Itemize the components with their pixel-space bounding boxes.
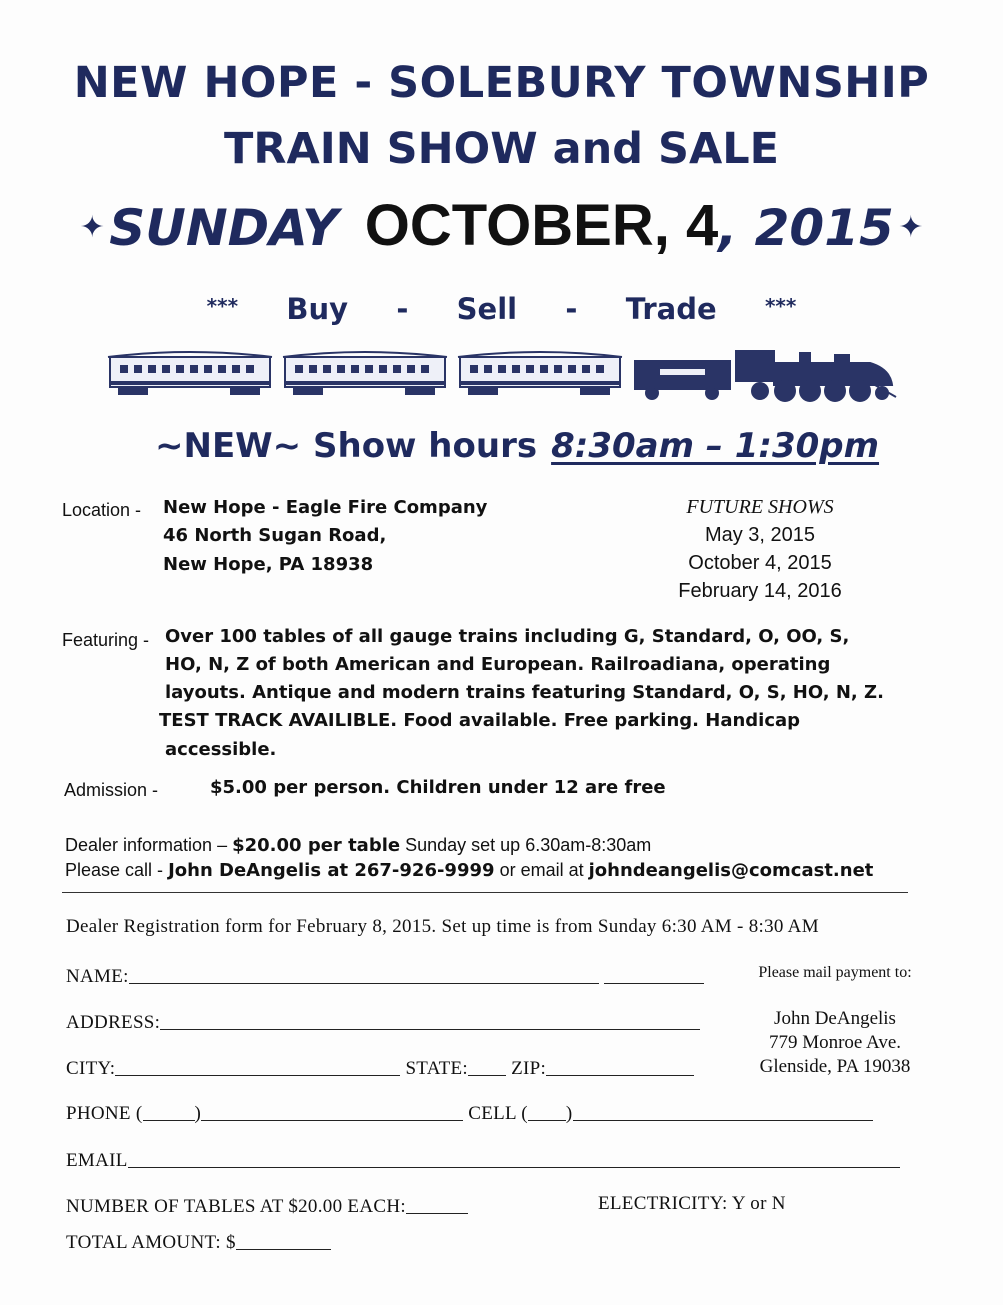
- dealer-call-name: John DeAngelis at 267-926-9999: [168, 860, 495, 881]
- name-field[interactable]: [129, 965, 599, 984]
- future-show-date-1: May 3, 2015: [704, 524, 816, 546]
- buy-sell-trade: [0, 292, 1003, 326]
- mail-name: John DeAngelis: [774, 1008, 896, 1029]
- dealer-or-email: or email at: [499, 860, 584, 880]
- featuring-line-2: HO, N, Z of both American and European. Railroadiana, operating: [165, 654, 831, 675]
- address-field[interactable]: [160, 1011, 700, 1030]
- future-shows: [640, 493, 880, 605]
- name-label: NAME:: [66, 966, 129, 987]
- electricity-choice[interactable]: ELECTRICITY: Y or N: [598, 1193, 786, 1214]
- location-line-2: 46 North Sugan Road,: [163, 525, 387, 546]
- future-shows-heading: FUTURE SHOWS: [686, 496, 834, 518]
- state-field[interactable]: [468, 1057, 506, 1076]
- phone-area-code-field[interactable]: [143, 1102, 195, 1121]
- featuring-line-4: TEST TRACK AVAILIBLE. Food available. Free parking. Handicap: [159, 710, 801, 731]
- name-field-extra[interactable]: [604, 965, 704, 984]
- featuring-line-5: accessible.: [165, 739, 277, 760]
- email-field[interactable]: [128, 1149, 900, 1168]
- dealer-call-label: Please call -: [65, 860, 164, 880]
- show-hours: [155, 426, 879, 466]
- mail-address: [730, 1007, 940, 1079]
- passenger-car-2: [283, 352, 447, 395]
- mail-city: Glenside, PA 19038: [759, 1056, 911, 1077]
- event-year: , 2015: [718, 199, 894, 257]
- tables-label: NUMBER OF TABLES AT $20.00 EACH:: [66, 1196, 406, 1217]
- address-row: [66, 1011, 700, 1034]
- city-row: [66, 1057, 694, 1080]
- city-field[interactable]: [115, 1057, 400, 1076]
- show-hours-time: 8:30am – 1:30pm: [551, 426, 880, 466]
- cell-label: CELL (: [468, 1103, 528, 1124]
- phone-number-field[interactable]: [201, 1102, 463, 1121]
- registration-intro: Dealer Registration form for February 8, 2015. Set up time is from Sunday 6:30 AM - 8:30 AM: [66, 916, 819, 937]
- mail-payment-heading: Please mail payment to:: [758, 964, 912, 981]
- event-date: [0, 192, 1003, 259]
- admission-text: $5.00 per person. Children under 12 are free: [210, 777, 666, 798]
- passenger-car-1: [108, 352, 272, 395]
- dash-2: -: [565, 292, 578, 326]
- dealer-info-price: $20.00 per table: [232, 835, 401, 856]
- title-line-2: TRAIN SHOW and SALE: [224, 124, 779, 174]
- asterisks-right: ***: [764, 294, 797, 318]
- future-show-date-2: October 4, 2015: [688, 552, 832, 574]
- show-hours-label: ~NEW~ Show hours: [155, 426, 538, 466]
- tender-car: [635, 361, 730, 399]
- zip-field[interactable]: [546, 1057, 694, 1076]
- city-label: CITY:: [66, 1058, 116, 1079]
- total-field[interactable]: [236, 1231, 331, 1250]
- address-label: ADDRESS:: [66, 1012, 161, 1033]
- star-right-icon: ✦: [898, 211, 924, 244]
- train-illustration: [100, 345, 900, 405]
- featuring-line-1: Over 100 tables of all gauge trains including G, Standard, O, OO, S,: [165, 626, 850, 647]
- dealer-info-setup: Sunday set up 6.30am-8:30am: [405, 835, 652, 855]
- featuring-label: Featuring -: [62, 630, 150, 650]
- asterisks-left: ***: [206, 294, 239, 318]
- tables-row: [66, 1195, 468, 1218]
- trade-label: Trade: [625, 292, 717, 326]
- email-row: [66, 1149, 900, 1172]
- admission-label: Admission -: [64, 780, 159, 800]
- dealer-info-label: Dealer information –: [65, 835, 228, 855]
- name-row: [66, 965, 704, 988]
- passenger-car-3: [458, 352, 622, 395]
- dealer-email: johndeangelis@comcast.net: [588, 860, 874, 881]
- featuring-line-3: layouts. Antique and modern trains featuring Standard, O, S, HO, N, Z.: [165, 682, 884, 703]
- steam-locomotive: [736, 351, 896, 401]
- total-label: TOTAL AMOUNT: $: [66, 1232, 236, 1253]
- buy-label: Buy: [286, 292, 349, 326]
- mail-street: 779 Monroe Ave.: [768, 1032, 902, 1053]
- future-show-date-3: February 14, 2016: [678, 580, 842, 602]
- tables-field[interactable]: [406, 1195, 468, 1214]
- sell-label: Sell: [456, 292, 518, 326]
- location-line-3: New Hope, PA 18938: [163, 554, 374, 575]
- zip-label: ZIP:: [511, 1058, 547, 1079]
- star-left-icon: ✦: [79, 211, 105, 244]
- cell-number-field[interactable]: [573, 1102, 873, 1121]
- location-line-1: New Hope - Eagle Fire Company: [163, 497, 488, 518]
- dealer-info: [65, 835, 651, 856]
- location-label: Location -: [62, 500, 142, 520]
- cell-area-code-field[interactable]: [528, 1102, 566, 1121]
- cell-paren-close: ): [565, 1103, 573, 1124]
- state-label: STATE:: [405, 1058, 468, 1079]
- phone-row: [66, 1102, 873, 1125]
- dealer-contact: [65, 860, 873, 881]
- event-day: SUNDAY: [109, 199, 339, 257]
- phone-paren-close: ): [194, 1103, 202, 1124]
- phone-label: PHONE (: [66, 1103, 143, 1124]
- total-row: [66, 1231, 331, 1254]
- email-label: EMAIL: [66, 1150, 128, 1171]
- title-line-1: NEW HOPE - SOLEBURY TOWNSHIP: [73, 58, 930, 108]
- dash-1: -: [396, 292, 409, 326]
- event-month-day: OCTOBER, 4: [364, 193, 719, 258]
- section-divider: [62, 892, 908, 893]
